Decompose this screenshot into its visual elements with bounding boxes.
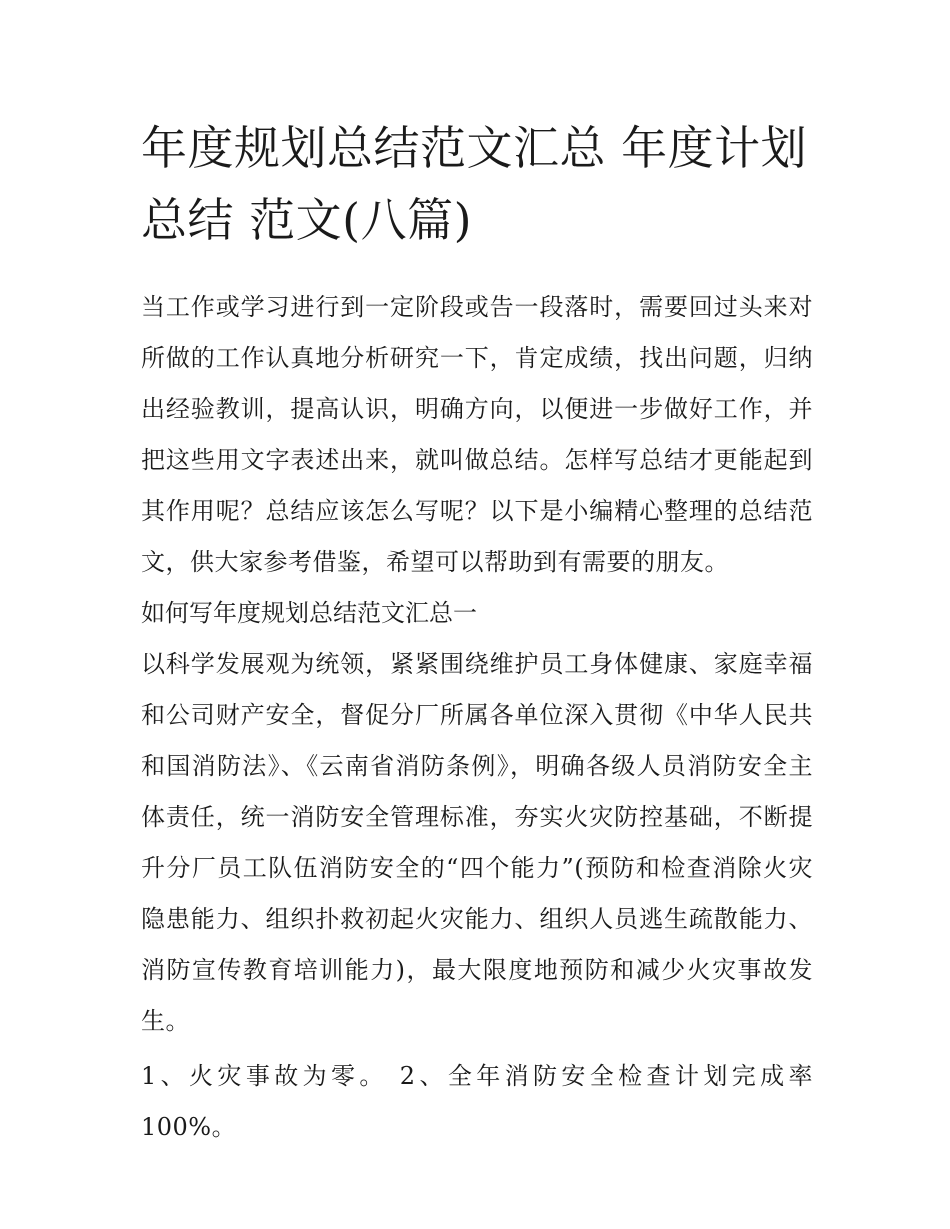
section-heading: 如何写年度规划总结范文汇总一 (141, 599, 477, 627)
document-title: 年度规划总结范文汇总 年度计划总结 范文(八篇) (141, 121, 808, 247)
section-paragraph: 以科学发展观为统领，紧紧围绕维护员工身体健康、家庭幸福和公司财产安全，督促分厂所属各单位深入贯彻《中华人民共和国消防法》、《云南省消防条例》，明确各级人员消防安全主体责任，统一消防安全管理标准，夯实火灾防控基础，不断提升分厂员工队伍消防安全的“四个能力”(预防和检查消除火灾隐患能力、组织扑救初起火灾能力、组织人员逃生疏散能力、消防宣传教育培训能力)，最大限度地预防和减少火灾事故发生。 (141, 650, 813, 1035)
document-page (141, 112, 813, 1153)
document-body (141, 282, 813, 1153)
intro-paragraph: 当工作或学习进行到一定阶段或告一段落时，需要回过头来对所做的工作认真地分析研究一下，肯定成绩，找出问题，归纳出经验教训，提高认识，明确方向，以便进一步做好工作，并把这些用文字表述出来，就叫做总结。怎样写总结才更能起到其作用呢？总结应该怎么写呢？以下是小编精心整理的总结范文，供大家参考借鉴，希望可以帮助到有需要的朋友。 (141, 293, 813, 576)
goals-paragraph: 1、火灾事故为零。 2、全年消防安全检查计划完成率100%。 (141, 1062, 813, 1141)
